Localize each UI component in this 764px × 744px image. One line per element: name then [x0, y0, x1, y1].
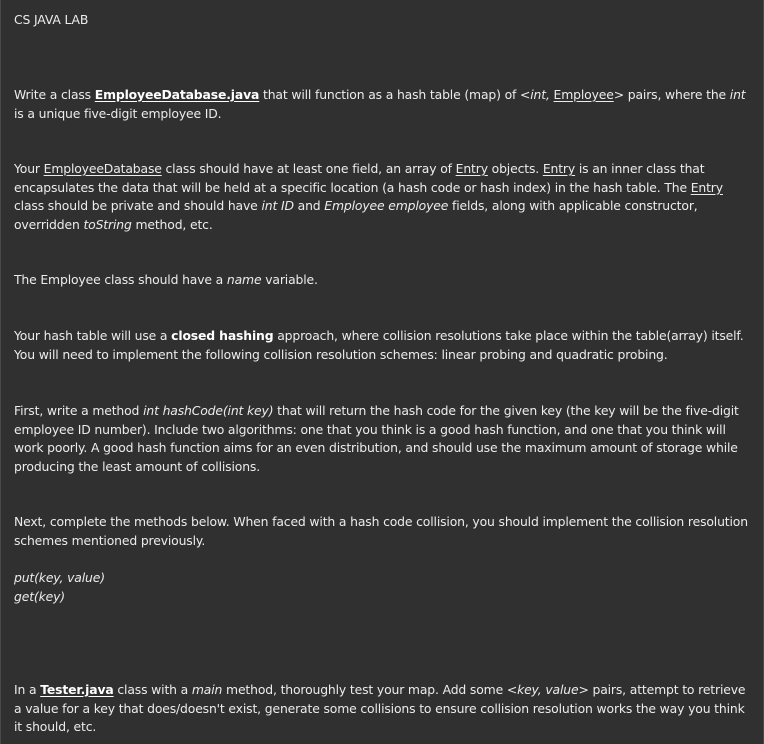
paragraph-employee-class: [14, 271, 755, 290]
text: In a: [14, 682, 41, 697]
text: The Employee class should have a: [14, 272, 227, 287]
text: variable.: [261, 272, 318, 287]
text: is a unique five-digit employee ID.: [14, 105, 222, 121]
text: objects.: [487, 161, 543, 176]
entry-ref: Entry: [542, 161, 576, 176]
text: and: [293, 198, 325, 214]
text: approach, where collision resolutions take place within the table(array) itself. You will need to implement the following collision resolution schemes: linear probing and quadratic probing.: [14, 328, 744, 362]
closed-hashing-term: closed hashing: [171, 328, 274, 343]
page-title: CS JAVA LAB: [14, 12, 89, 27]
paragraph-tester: [14, 681, 755, 737]
employee-database-ref: EmployeeDatabase: [43, 161, 162, 176]
text: is an inner class that encapsulates the data that will be held at a specific location (a hash code or hash index) in the hash table. The: [14, 161, 705, 195]
text: method, thoroughly test your map. Add some <: [222, 682, 518, 697]
paragraph-closed-hashing: [14, 327, 755, 364]
entry-ref: Entry: [455, 161, 488, 176]
entry-ref: Entry: [690, 179, 723, 195]
int-keyword: int,: [530, 87, 550, 102]
text: Write a class: [14, 87, 95, 102]
text: that will function as a hash table (map) of <: [259, 87, 531, 102]
text: method, etc.: [131, 217, 213, 233]
tostring-method: toString: [83, 217, 132, 233]
paragraph-hashcode: [14, 402, 755, 477]
tester-link: Tester.java: [40, 682, 114, 697]
paragraph-methods: [14, 513, 755, 550]
text: class should be private and should have: [14, 198, 262, 214]
employee-field: Employee employee: [324, 198, 449, 214]
employee-database-link: EmployeeDatabase.java: [94, 87, 260, 102]
text: class should have at least one field, an array of: [161, 161, 456, 176]
text: fields, along with applicable constructor, overridden: [14, 198, 698, 233]
paragraph-class-intro: [14, 86, 755, 123]
text: > pairs, where the: [613, 87, 730, 102]
get-method: get(key): [14, 588, 65, 604]
text: > pairs, attempt to retrieve a value for a key that does/doesn't exist, generate some collisions to ensure collision resolution works the way you think it should, etc.: [14, 682, 746, 735]
main-method: main: [191, 682, 223, 697]
int-keyword: int: [729, 87, 746, 102]
text: Your hash table will use a: [14, 328, 172, 343]
text: First, write a method: [14, 403, 144, 418]
text: that will return the hash code for the given key (the key will be the five-digit employee ID number). Include two algorithms: one that you think is a good hash function, and one that you think will work poorly. A good hash function aims for an even distribution, and should use the maximum amount of storage while producing the least amount of collisions.: [14, 403, 739, 475]
id-field: int ID: [261, 198, 294, 214]
employee-ref: Employee: [553, 87, 614, 102]
paragraph-entry-class: [14, 160, 755, 235]
method-list: [14, 569, 755, 606]
key-value-term: key, value: [517, 682, 579, 697]
text: Next, complete the methods below. When faced with a hash code collision, you should implement the collision resolution schemes mentioned previously.: [14, 514, 748, 548]
text: class with a: [113, 682, 192, 697]
put-method: put(key, value): [14, 570, 105, 585]
hashcode-signature: int hashCode(int key): [143, 403, 274, 418]
name-variable: name: [226, 272, 262, 287]
text: Your: [14, 161, 44, 176]
